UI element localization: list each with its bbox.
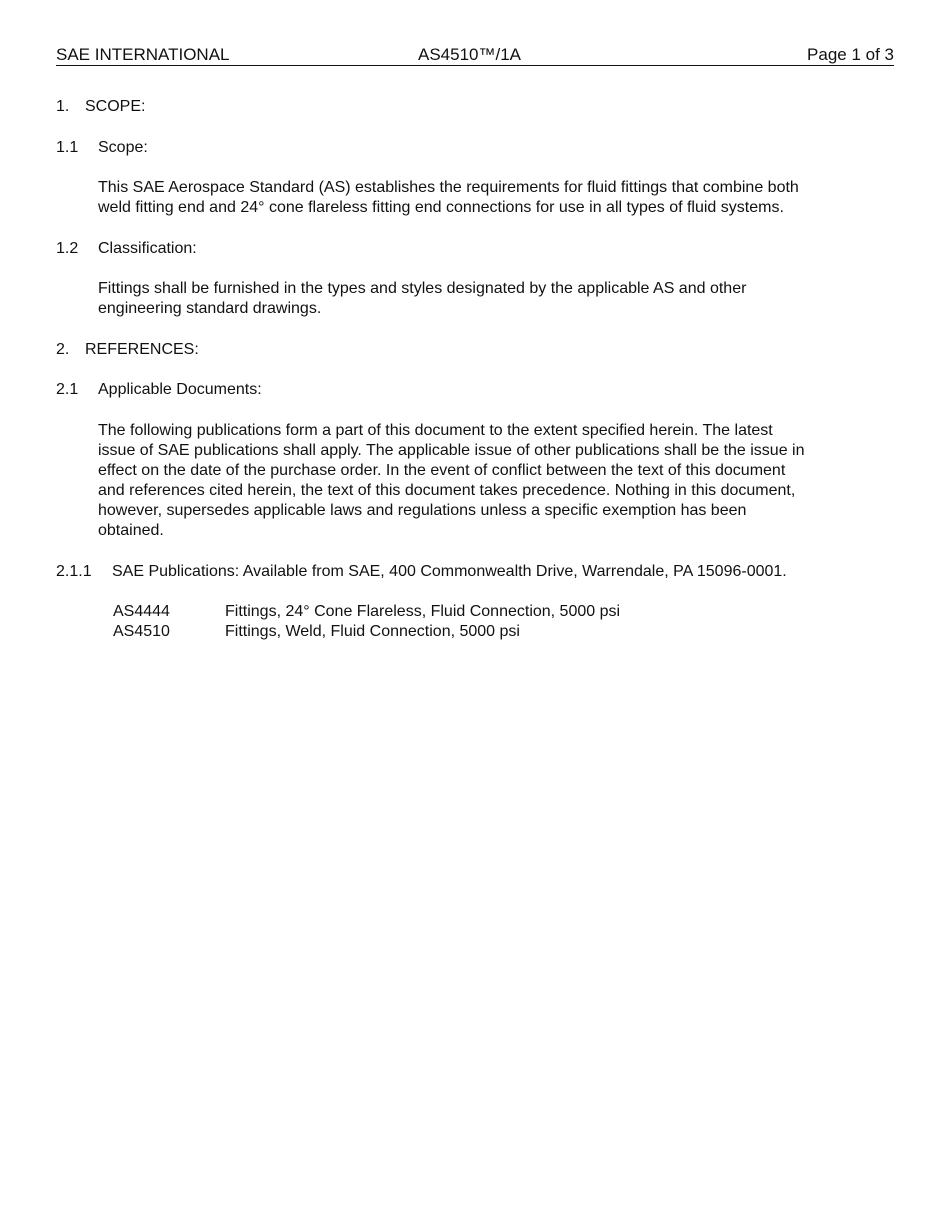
reference-list xyxy=(0,602,950,642)
paragraph-line: The following publications form a part of this document to the extent specified herein. The latest xyxy=(98,422,773,439)
section-2-1-heading xyxy=(56,380,262,400)
paragraph-line: obtained. xyxy=(98,522,164,539)
section-title: SAE Publications: Available from SAE, 400 Commonwealth Drive, Warrendale, PA 15096-0001. xyxy=(112,563,787,580)
reference-title: Fittings, 24° Cone Flareless, Fluid Connection, 5000 psi xyxy=(225,603,621,620)
paragraph-line: and references cited herein, the text of this document takes precedence. Nothing in this document, xyxy=(98,482,796,499)
paragraph-line: This SAE Aerospace Standard (AS) establishes the requirements for fluid fittings that combine both xyxy=(98,179,799,196)
section-title: Classification: xyxy=(98,240,197,257)
section-2-1-1-heading xyxy=(56,562,787,582)
section-number: 1. xyxy=(56,98,70,115)
section-number: 2.1.1 xyxy=(56,563,92,580)
page-header xyxy=(56,44,894,66)
paragraph-line: engineering standard drawings. xyxy=(98,300,322,317)
reference-title: Fittings, Weld, Fluid Connection, 5000 psi xyxy=(225,623,520,640)
reference-code: AS4510 xyxy=(113,623,170,640)
paragraph-line: weld fitting end and 24° cone flareless fitting end connections for use in all types of fluid systems. xyxy=(98,199,784,216)
reference-item xyxy=(0,622,950,642)
section-2-heading xyxy=(56,340,199,360)
section-title: Scope: xyxy=(98,139,148,156)
section-title: Applicable Documents: xyxy=(98,381,262,398)
paragraph-line: however, supersedes applicable laws and regulations unless a specific exemption has been xyxy=(98,502,747,519)
reference-item xyxy=(0,602,950,622)
section-1-1-heading xyxy=(56,138,148,158)
header-page-number: Page 1 of 3 xyxy=(807,45,894,64)
paragraph-line: issue of SAE publications shall apply. The applicable issue of other publications shall be the issue in xyxy=(98,442,805,459)
section-number: 1.2 xyxy=(56,240,79,257)
section-number: 2.1 xyxy=(56,381,79,398)
section-number: 2. xyxy=(56,341,70,358)
section-title: SCOPE: xyxy=(85,98,146,115)
section-1-2-paragraph xyxy=(98,279,746,319)
header-org: SAE INTERNATIONAL xyxy=(56,45,230,64)
section-1-2-heading xyxy=(56,239,197,259)
section-1-heading xyxy=(56,97,146,117)
section-number: 1.1 xyxy=(56,139,79,156)
reference-code: AS4444 xyxy=(113,603,170,620)
section-title: REFERENCES: xyxy=(85,341,199,358)
section-1-1-paragraph xyxy=(98,178,799,218)
paragraph-line: Fittings shall be furnished in the types and styles designated by the applicable AS and other xyxy=(98,280,747,297)
header-doc-id: AS4510™/1A xyxy=(418,45,522,64)
paragraph-line: effect on the date of the purchase order. In the event of conflict between the text of this document xyxy=(98,462,786,479)
section-2-1-paragraph xyxy=(98,421,805,541)
